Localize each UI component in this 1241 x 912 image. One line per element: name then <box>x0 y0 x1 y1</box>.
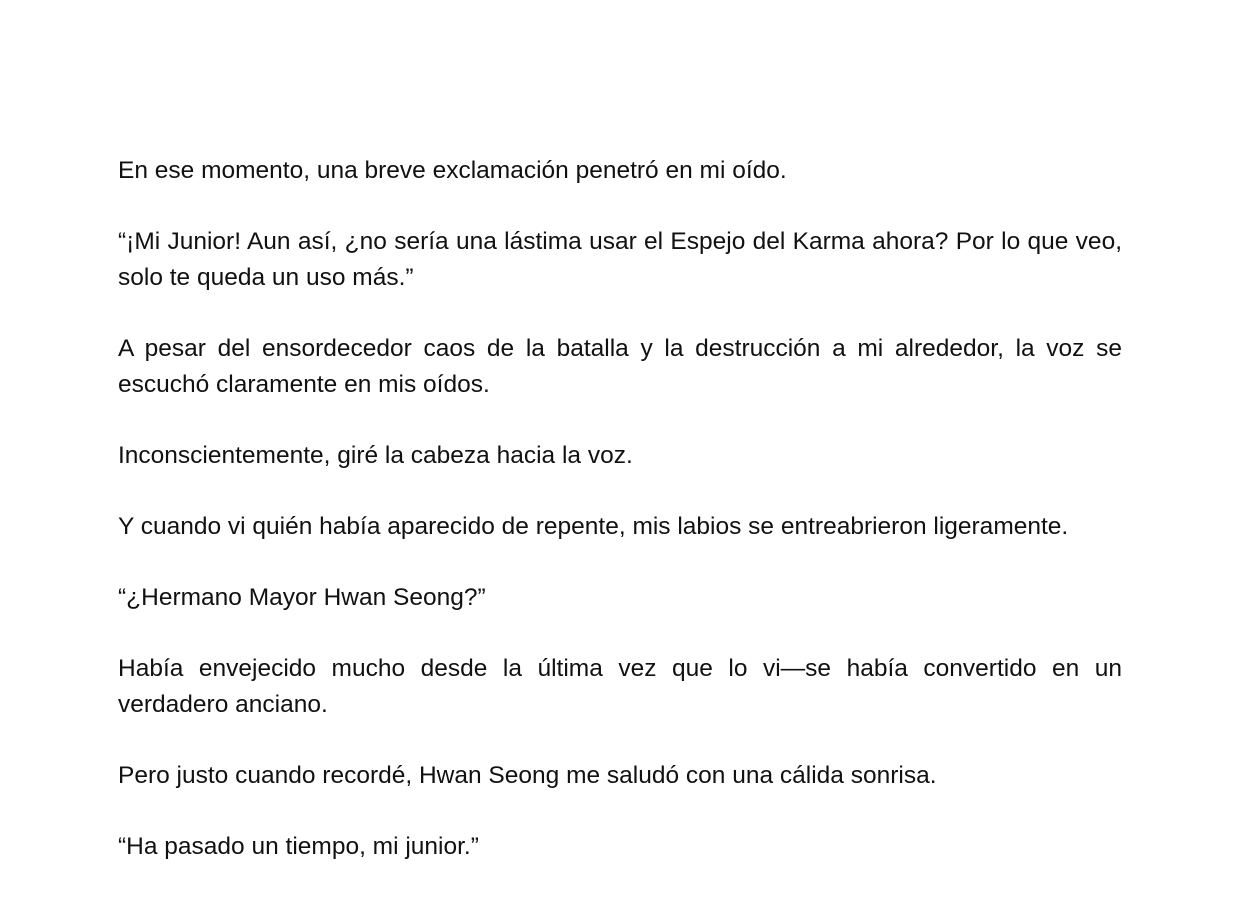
paragraph: Y cuando vi quién había aparecido de repente, mis labios se entreabrieron ligeramente. <box>118 513 1069 540</box>
paragraph: Inconscientemente, giré la cabeza hacia la voz. <box>118 442 633 469</box>
paragraph: Había envejecido mucho desde la última vez que lo vi—se había convertido en un verdadero anciano. <box>118 655 1122 718</box>
paragraph: “Ha pasado un tiempo, mi junior.” <box>118 833 479 860</box>
paragraph: Pero justo cuando recordé, Hwan Seong me saludó con una cálida sonrisa. <box>118 762 937 789</box>
paragraph: “¡Mi Junior! Aun así, ¿no sería una lástima usar el Espejo del Karma ahora? Por lo que veo, solo te queda un uso más.” <box>118 228 1122 291</box>
document-body <box>118 153 1122 865</box>
paragraph: A pesar del ensordecedor caos de la batalla y la destrucción a mi alrededor, la voz se escuchó claramente en mis oídos. <box>118 335 1122 398</box>
paragraph: “¿Hermano Mayor Hwan Seong?” <box>118 584 486 611</box>
paragraph: En ese momento, una breve exclamación penetró en mi oído. <box>118 157 787 184</box>
